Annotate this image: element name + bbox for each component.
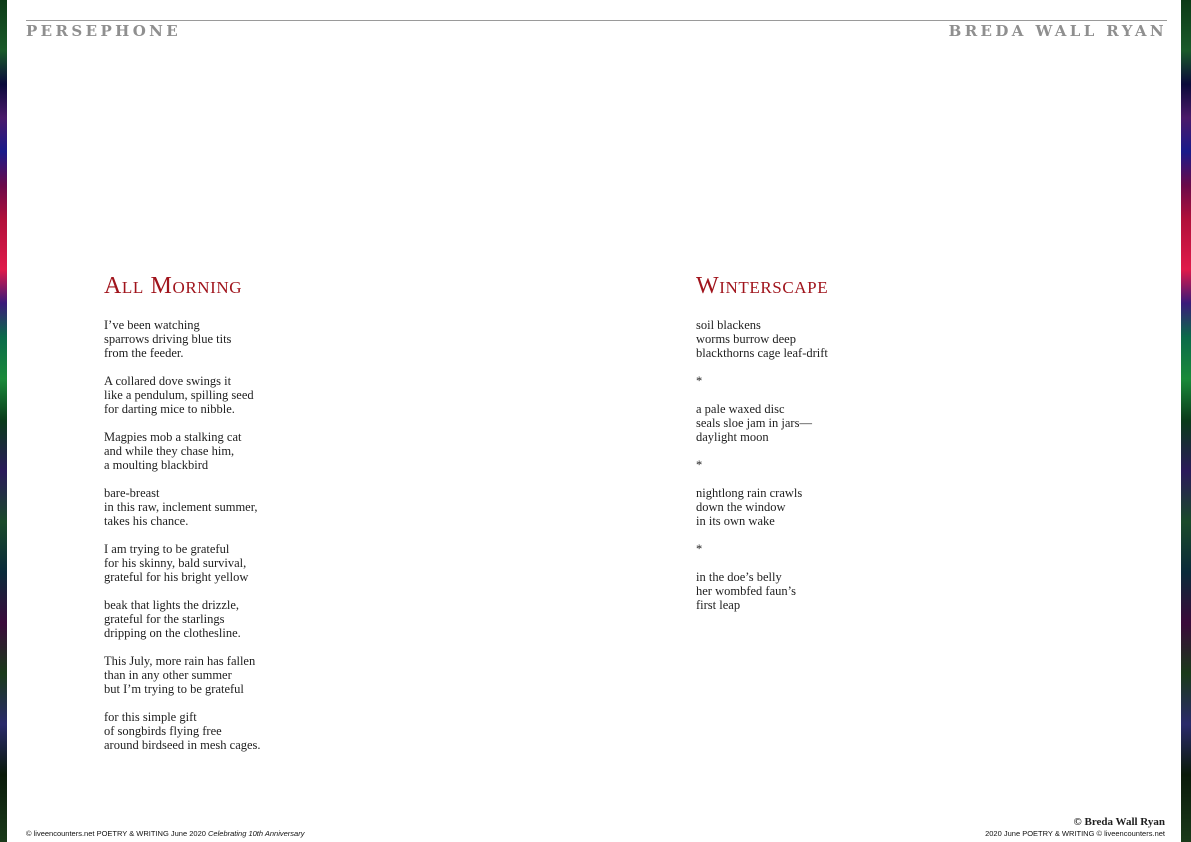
poem-line: than in any other summer: [104, 668, 232, 682]
poem-line: worms burrow deep: [696, 332, 796, 346]
author-copyright: © Breda Wall Ryan: [1073, 816, 1165, 828]
poem-line: of songbirds flying free: [104, 724, 222, 738]
poem-line: a pale waxed disc: [696, 402, 785, 416]
poem-line: This July, more rain has fallen: [104, 654, 256, 668]
poem-line: beak that lights the drizzle,: [104, 598, 240, 612]
header-section-title: PERSEPHONE: [26, 22, 182, 40]
poem-line: takes his chance.: [104, 514, 189, 528]
poem-line: a moulting blackbird: [104, 458, 209, 472]
poem-line: bare-breast: [104, 486, 160, 500]
poem-line: I am trying to be grateful: [104, 542, 230, 556]
poem-title: All Morning: [104, 273, 243, 299]
footer-right-credit: 2020 June POETRY & WRITING © liveencounters.net: [985, 829, 1165, 838]
poem-line: soil blackens: [696, 318, 761, 332]
poem-line: grateful for his bright yellow: [104, 570, 249, 584]
stanza: [104, 542, 261, 584]
poem-line: in the doe’s belly: [696, 570, 782, 584]
poem-winterscape: [696, 274, 828, 626]
poem-line: dripping on the clothesline.: [104, 626, 241, 640]
stanza: [104, 318, 261, 360]
stanza: [104, 654, 261, 696]
poem-line: grateful for the starlings: [104, 612, 225, 626]
poem-line: sparrows driving blue tits: [104, 332, 232, 346]
poem-line: but I’m trying to be grateful: [104, 682, 244, 696]
poem-line: down the window: [696, 500, 786, 514]
poem-line: from the feeder.: [104, 346, 184, 360]
poem-line: for this simple gift: [104, 710, 197, 724]
stanza: [104, 430, 261, 472]
stanza: [696, 486, 828, 528]
stanza: [104, 710, 261, 752]
stanza: [696, 318, 828, 360]
poem-line: for darting mice to nibble.: [104, 402, 235, 416]
poem-line: daylight moon: [696, 430, 769, 444]
poem-all-morning: [104, 274, 261, 766]
footer-left-credit: [26, 829, 304, 838]
stanza: [696, 570, 828, 612]
poem-line: in its own wake: [696, 514, 775, 528]
poem-line: and while they chase him,: [104, 444, 235, 458]
footer-left-main: © liveencounters.net POETRY & WRITING June 2020: [26, 829, 206, 838]
poem-line: in this raw, inclement summer,: [104, 500, 258, 514]
poem-line: blackthorns cage leaf-drift: [696, 346, 828, 360]
header-rule: [26, 20, 1167, 21]
header-author-name: BREDA WALL RYAN: [948, 22, 1167, 40]
stanza-separator: *: [696, 374, 703, 388]
poem-line: for his skinny, bald survival,: [104, 556, 247, 570]
poem-line: around birdseed in mesh cages.: [104, 738, 261, 752]
stanza: [696, 402, 828, 444]
poem-line: first leap: [696, 598, 741, 612]
stanza: [104, 486, 261, 528]
stanza-separator: *: [696, 458, 703, 472]
decorative-right-border: [1181, 0, 1191, 842]
stanza-separator: *: [696, 542, 703, 556]
footer-left-italic: Celebrating 10th Anniversary: [208, 829, 305, 838]
poem-line: like a pendulum, spilling seed: [104, 388, 254, 402]
poem-line: nightlong rain crawls: [696, 486, 803, 500]
poem-line: I’ve been watching: [104, 318, 200, 332]
poem-line: her wombfed faun’s: [696, 584, 796, 598]
poem-line: A collared dove swings it: [104, 374, 232, 388]
poem-title: Winterscape: [696, 273, 829, 299]
stanza: [104, 374, 261, 416]
decorative-left-border: [0, 0, 7, 842]
poem-line: seals sloe jam in jars—: [696, 416, 812, 430]
stanza: [104, 598, 261, 640]
poem-line: Magpies mob a stalking cat: [104, 430, 242, 444]
